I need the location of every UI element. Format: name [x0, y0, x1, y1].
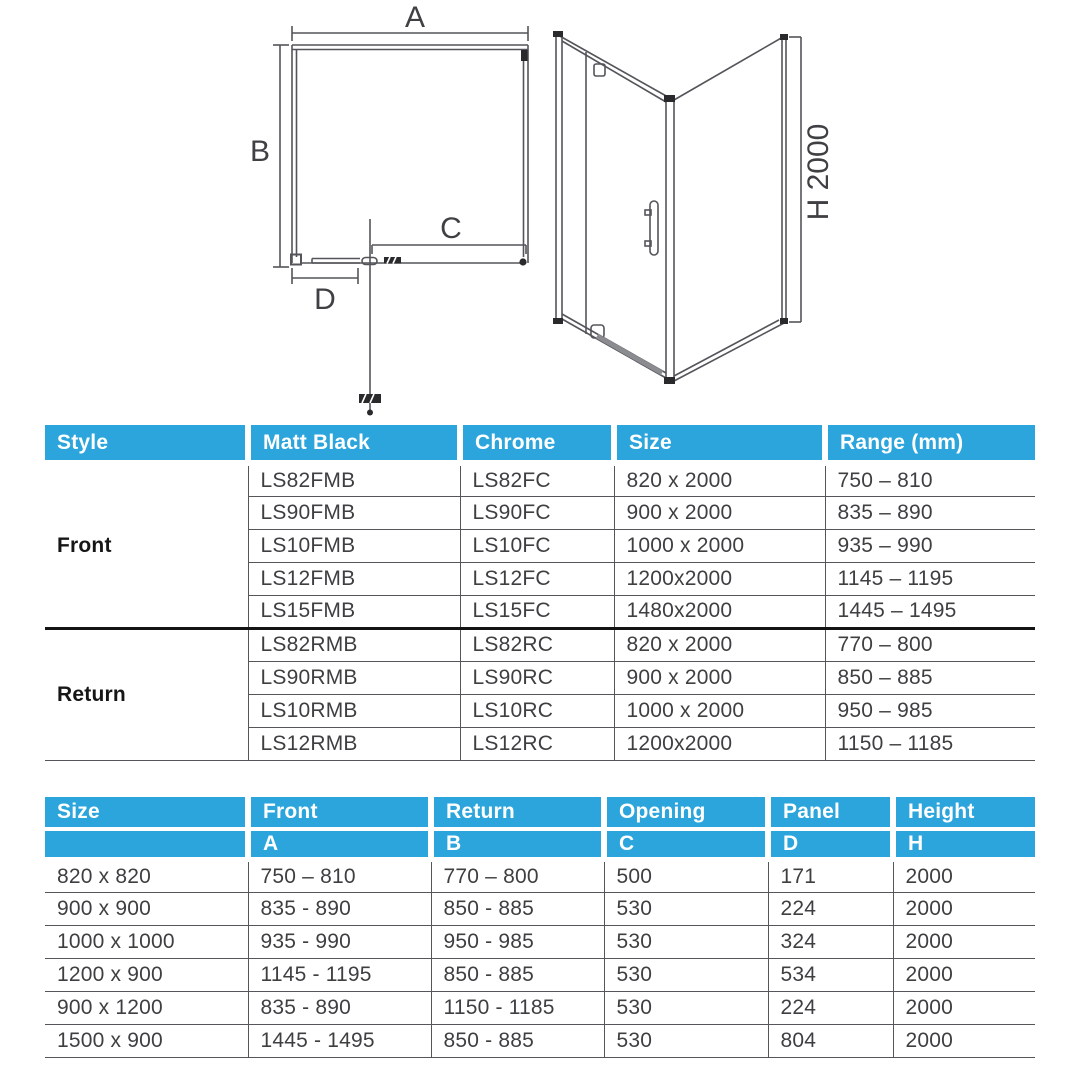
- dim-header-size: Size: [45, 797, 248, 829]
- spec-style-label: Front: [45, 463, 248, 628]
- spec-size-value: 1200x2000: [614, 727, 825, 760]
- dim-label-c: C: [440, 212, 462, 245]
- spec-matt-black-code: LS90FMB: [248, 496, 460, 529]
- dim-c-value: 530: [604, 892, 768, 925]
- dim-h-value: 2000: [893, 1024, 1035, 1057]
- dim-d-value: 804: [768, 1024, 893, 1057]
- dim-label-h2000: H 2000: [802, 123, 835, 221]
- spec-header-style: Style: [45, 425, 248, 463]
- perspective-fittings: [553, 31, 788, 384]
- dim-a-value: 935 - 990: [248, 925, 431, 958]
- spec-matt-black-code: LS82FMB: [248, 463, 460, 496]
- spec-table-header: [45, 425, 1035, 463]
- dim-b-value: 1150 - 1185: [431, 991, 604, 1024]
- spec-matt-black-code: LS10RMB: [248, 694, 460, 727]
- spec-table-body: [45, 463, 1035, 760]
- spec-range-value: 935 – 990: [825, 529, 1035, 562]
- dim-b-value: 850 - 885: [431, 892, 604, 925]
- dim-row: [45, 991, 1035, 1024]
- spec-size-value: 900 x 2000: [614, 496, 825, 529]
- spec-chrome-code: LS12RC: [460, 727, 614, 760]
- dim-a-value: 835 - 890: [248, 892, 431, 925]
- dim-subheader-b: B: [431, 829, 604, 859]
- dim-subheader-c: C: [604, 829, 768, 859]
- spec-range-value: 1445 – 1495: [825, 595, 1035, 628]
- dim-row: [45, 958, 1035, 991]
- spec-size-value: 820 x 2000: [614, 463, 825, 496]
- dim-h-value: 2000: [893, 892, 1035, 925]
- dim-d-value: 224: [768, 892, 893, 925]
- spec-range-value: 835 – 890: [825, 496, 1035, 529]
- spec-header-matt-black: Matt Black: [248, 425, 460, 463]
- dim-row: [45, 925, 1035, 958]
- door-threshold-bar: [597, 336, 662, 373]
- plan-view-hatch: [362, 257, 396, 403]
- spec-chrome-code: LS90RC: [460, 661, 614, 694]
- dim-h-value: 2000: [893, 859, 1035, 892]
- spec-header-chrome: Chrome: [460, 425, 614, 463]
- dimensions-table-body: [45, 859, 1035, 1057]
- spec-size-value: 900 x 2000: [614, 661, 825, 694]
- technical-diagram: [0, 0, 1080, 420]
- spec-table: [45, 425, 1035, 761]
- dim-subheader-row: [45, 829, 1035, 859]
- dimensions-table: [45, 797, 1035, 1058]
- spec-range-value: 770 – 800: [825, 628, 1035, 661]
- dim-d-value: 534: [768, 958, 893, 991]
- spec-matt-black-code: LS12RMB: [248, 727, 460, 760]
- dim-c-value: 530: [604, 991, 768, 1024]
- spec-chrome-code: LS90FC: [460, 496, 614, 529]
- spec-size-value: 820 x 2000: [614, 628, 825, 661]
- dim-label-b: B: [249, 135, 271, 168]
- spec-row: [45, 628, 1035, 661]
- dim-size-value: 1200 x 900: [45, 958, 248, 991]
- dim-d-value: 324: [768, 925, 893, 958]
- spec-chrome-code: LS10FC: [460, 529, 614, 562]
- dim-header-row: [45, 797, 1035, 829]
- dim-subheader-h: H: [893, 829, 1035, 859]
- dim-b-value: 770 – 800: [431, 859, 604, 892]
- dim-header-panel: Panel: [768, 797, 893, 829]
- dim-row: [45, 1024, 1035, 1057]
- spec-matt-black-code: LS90RMB: [248, 661, 460, 694]
- spec-range-value: 950 – 985: [825, 694, 1035, 727]
- dim-row: [45, 859, 1035, 892]
- spec-chrome-code: LS82FC: [460, 463, 614, 496]
- dim-b-value: 950 - 985: [431, 925, 604, 958]
- spec-chrome-code: LS82RC: [460, 628, 614, 661]
- dim-c-value: 530: [604, 958, 768, 991]
- plan-view: [273, 26, 528, 410]
- spec-style-label: Return: [45, 628, 248, 760]
- dim-header-height: Height: [893, 797, 1035, 829]
- spec-matt-black-code: LS82RMB: [248, 628, 460, 661]
- dim-label-a: A: [404, 1, 426, 34]
- spec-row: [45, 463, 1035, 496]
- spec-range-value: 1150 – 1185: [825, 727, 1035, 760]
- dim-c-value: 530: [604, 925, 768, 958]
- perspective-view: [556, 33, 801, 382]
- dimensions-table-header: [45, 797, 1035, 859]
- dim-subheader-blank: [45, 829, 248, 859]
- spec-matt-black-code: LS15FMB: [248, 595, 460, 628]
- dim-d-value: 224: [768, 991, 893, 1024]
- spec-chrome-code: LS15FC: [460, 595, 614, 628]
- diagram-svg: [0, 0, 1080, 420]
- dim-size-value: 900 x 1200: [45, 991, 248, 1024]
- dim-subheader-a: A: [248, 829, 431, 859]
- dim-size-value: 900 x 900: [45, 892, 248, 925]
- dim-a-value: 835 - 890: [248, 991, 431, 1024]
- dim-a-value: 1445 - 1495: [248, 1024, 431, 1057]
- spec-header-size: Size: [614, 425, 825, 463]
- spec-header-row: [45, 425, 1035, 463]
- dim-c-value: 530: [604, 1024, 768, 1057]
- dim-d-value: 171: [768, 859, 893, 892]
- dim-h-value: 2000: [893, 958, 1035, 991]
- spec-size-value: 1480x2000: [614, 595, 825, 628]
- spec-range-value: 1145 – 1195: [825, 562, 1035, 595]
- dim-size-value: 1500 x 900: [45, 1024, 248, 1057]
- spec-size-value: 1000 x 2000: [614, 529, 825, 562]
- dim-c-value: 500: [604, 859, 768, 892]
- dim-header-opening: Opening: [604, 797, 768, 829]
- spec-matt-black-code: LS12FMB: [248, 562, 460, 595]
- dim-label-d: D: [314, 283, 336, 316]
- spec-range-value: 750 – 810: [825, 463, 1035, 496]
- dim-size-value: 1000 x 1000: [45, 925, 248, 958]
- spec-chrome-code: LS10RC: [460, 694, 614, 727]
- dim-h-value: 2000: [893, 991, 1035, 1024]
- dim-a-value: 1145 - 1195: [248, 958, 431, 991]
- dim-a-value: 750 – 810: [248, 859, 431, 892]
- spec-range-value: 850 – 885: [825, 661, 1035, 694]
- dim-subheader-d: D: [768, 829, 893, 859]
- dim-b-value: 850 - 885: [431, 958, 604, 991]
- spec-size-value: 1200x2000: [614, 562, 825, 595]
- dim-header-return: Return: [431, 797, 604, 829]
- dim-row: [45, 892, 1035, 925]
- spec-matt-black-code: LS10FMB: [248, 529, 460, 562]
- spec-chrome-code: LS12FC: [460, 562, 614, 595]
- dim-header-front: Front: [248, 797, 431, 829]
- spec-size-value: 1000 x 2000: [614, 694, 825, 727]
- dim-size-value: 820 x 820: [45, 859, 248, 892]
- dim-h-value: 2000: [893, 925, 1035, 958]
- spec-header-range: Range (mm): [825, 425, 1035, 463]
- dim-b-value: 850 - 885: [431, 1024, 604, 1057]
